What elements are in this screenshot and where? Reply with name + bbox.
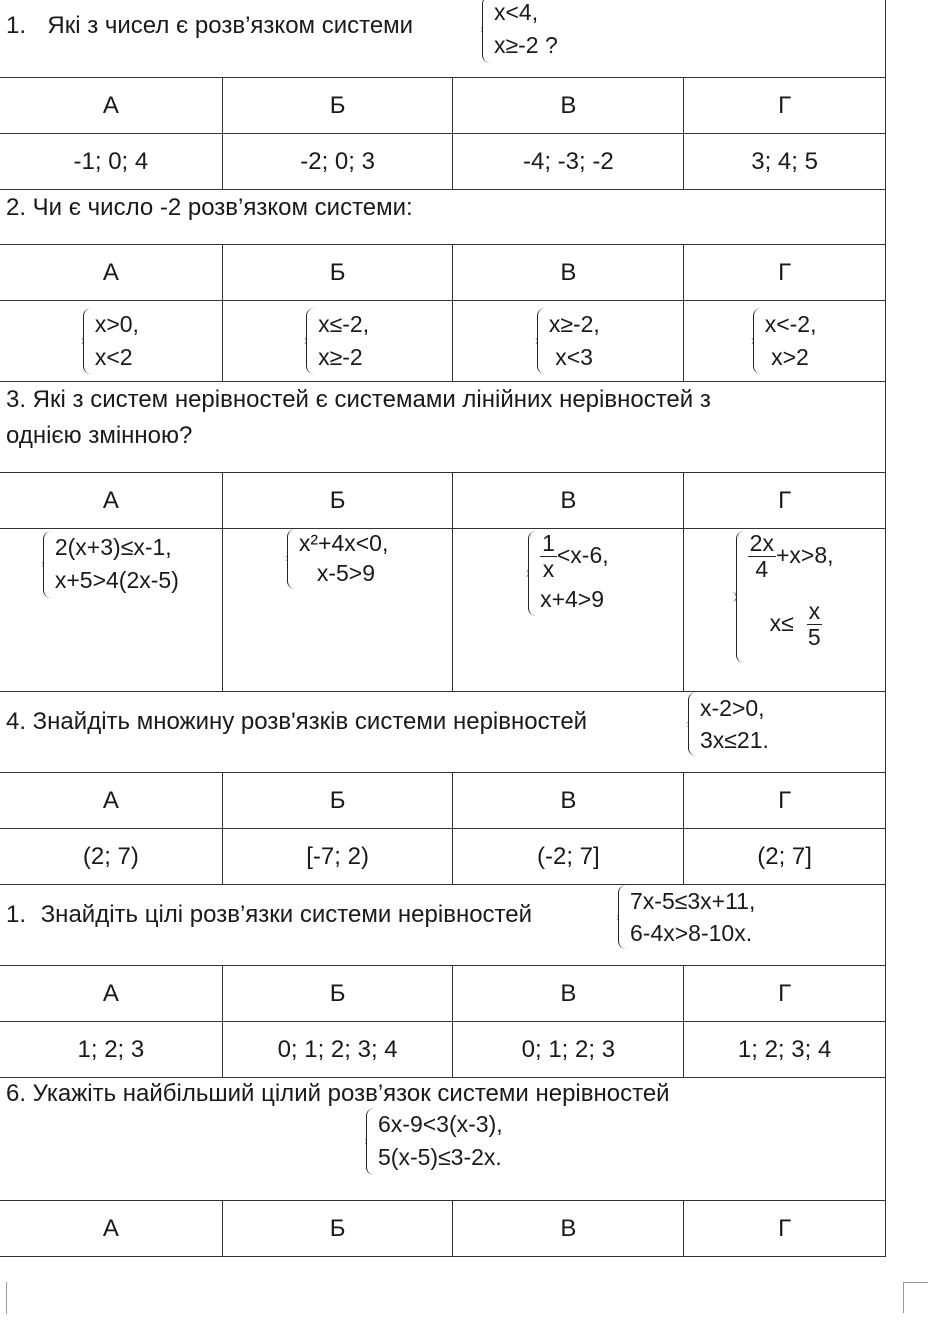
question-text-line-2: однією змінною? xyxy=(6,422,193,449)
option-header-c: В xyxy=(453,78,684,133)
option-header-b: Б xyxy=(223,966,454,1021)
option-header-d: Г xyxy=(778,91,792,119)
brace-icon xyxy=(43,531,52,598)
inequality-system: 7x-5≤3x+11, 6-4x>8-10x. xyxy=(618,885,755,949)
answer-row xyxy=(0,134,886,190)
inequality-system: x-2>0, 3x≤21. xyxy=(688,692,769,756)
option-header-a: А xyxy=(0,1201,223,1256)
inequality-system: x>0, x<2 xyxy=(83,308,139,375)
question-3 xyxy=(0,382,886,473)
question-text: 6. Укажіть найбільший цілий розв’язок системи нерівностей xyxy=(6,1080,670,1107)
option-header-b: Б xyxy=(223,245,454,300)
option-header-b: Б xyxy=(223,473,454,528)
option-header-c: В xyxy=(453,966,684,1021)
option-header-d: Г xyxy=(778,979,792,1007)
option-b[interactable]: 0; 1; 2; 3; 4 xyxy=(223,1022,454,1077)
inequality-system: $\frac{2x}{4}$ +x>8, x≤ $\frac{x}{5}$ xyxy=(736,531,834,663)
brace-icon xyxy=(736,531,745,663)
inequality-system: x²+4x<0, x-5>9 xyxy=(287,529,389,589)
option-d[interactable]: 1; 2; 3; 4 xyxy=(737,1035,832,1063)
fraction: $\frac{1}{x}$ xyxy=(542,530,555,583)
answer-row xyxy=(0,1022,886,1078)
answer-header-row xyxy=(0,78,886,134)
brace-icon xyxy=(618,885,627,949)
answer-row xyxy=(0,301,886,382)
option-header-c: В xyxy=(453,473,684,528)
option-header-d: Г xyxy=(778,786,792,814)
option-d[interactable] xyxy=(684,301,885,381)
brace-icon xyxy=(688,692,697,756)
option-header-a: А xyxy=(0,966,223,1021)
option-header-a: А xyxy=(0,245,223,300)
answer-row xyxy=(0,529,886,692)
brace-icon xyxy=(83,308,92,375)
inequality-system: x≥-2, x<3 xyxy=(537,308,600,375)
option-header-a: А xyxy=(0,773,223,828)
crop-mark-left xyxy=(0,1282,7,1314)
option-c[interactable]: 0; 1; 2; 3 xyxy=(453,1022,684,1077)
question-number: 1. xyxy=(6,901,27,928)
inequality-system: x<-2, x>2 xyxy=(753,308,817,375)
option-header-c: В xyxy=(453,773,684,828)
brace-icon xyxy=(528,531,537,616)
answer-row xyxy=(0,829,886,885)
question-text: 2. Чи є число -2 розв’язком системи: xyxy=(6,194,413,221)
option-b[interactable] xyxy=(223,301,454,381)
brace-icon xyxy=(306,308,315,375)
question-number: 1. xyxy=(6,12,27,39)
option-header-b: Б xyxy=(223,1201,454,1256)
inequality-system: $\frac{1}{x}$ <x-6, x+4>9 xyxy=(528,531,609,616)
brace-icon xyxy=(537,308,546,375)
brace-icon xyxy=(753,308,762,375)
option-header-d: Г xyxy=(778,1214,792,1242)
option-c[interactable]: -4; -3; -2 xyxy=(453,134,684,189)
option-header-a: А xyxy=(0,78,223,133)
option-header-b: Б xyxy=(223,78,454,133)
answer-header-row xyxy=(0,473,886,529)
option-d[interactable] xyxy=(684,529,885,691)
option-a[interactable]: 1; 2; 3 xyxy=(0,1022,223,1077)
option-c[interactable] xyxy=(453,529,684,691)
question-text: Знайдіть цілі розв’язки системи нерівностей xyxy=(40,901,533,928)
option-b[interactable]: -2; 0; 3 xyxy=(223,134,454,189)
option-header-d: Г xyxy=(778,258,792,286)
option-a[interactable] xyxy=(0,529,223,691)
option-header-a: А xyxy=(0,473,223,528)
option-c[interactable] xyxy=(453,301,684,381)
answer-header-row xyxy=(0,245,886,301)
question-1 xyxy=(0,0,886,78)
question-text-line-1: 3. Які з систем нерівностей є системами лінійних нерівностей з xyxy=(6,386,711,413)
question-5 xyxy=(0,885,886,966)
option-c[interactable]: (-2; 7] xyxy=(453,829,684,884)
fraction: $\frac{2x}{4}$ xyxy=(749,530,774,583)
inequality-system: x≤-2, x≥-2 xyxy=(306,308,369,375)
crop-mark-right xyxy=(903,1282,928,1313)
inequality-system: 6x-9<3(x-3), 5(x-5)≤3-2x. xyxy=(366,1108,503,1175)
option-b[interactable]: [-7; 2) xyxy=(223,829,454,884)
fraction: $\frac{x}{5}$ xyxy=(807,597,821,650)
brace-icon xyxy=(287,529,296,589)
answer-header-row xyxy=(0,773,886,829)
option-header-b: Б xyxy=(223,773,454,828)
option-d[interactable]: (2; 7] xyxy=(757,842,812,870)
question-6 xyxy=(0,1078,886,1201)
inequality-system: x<4, x≥-2 ? xyxy=(482,0,558,63)
option-a[interactable] xyxy=(0,301,223,381)
inequality-system: 2(x+3)≤x-1, x+5>4(2x-5) xyxy=(43,531,179,598)
option-b[interactable] xyxy=(223,529,454,691)
answer-header-row xyxy=(0,1201,886,1257)
option-a[interactable]: -1; 0; 4 xyxy=(0,134,223,189)
question-4 xyxy=(0,692,886,773)
option-header-c: В xyxy=(453,1201,684,1256)
question-2 xyxy=(0,190,886,245)
option-header-d: Г xyxy=(778,486,792,514)
question-text: Які з чисел є розв’язком системи xyxy=(47,12,414,39)
option-a[interactable]: (2; 7) xyxy=(0,829,223,884)
brace-icon xyxy=(482,0,491,63)
option-d[interactable]: 3; 4; 5 xyxy=(751,147,818,175)
question-text: 4. Знайдіть множину розв'язків системи нерівностей xyxy=(6,708,588,735)
brace-icon xyxy=(366,1108,375,1175)
option-header-c: В xyxy=(453,245,684,300)
answer-header-row xyxy=(0,966,886,1022)
